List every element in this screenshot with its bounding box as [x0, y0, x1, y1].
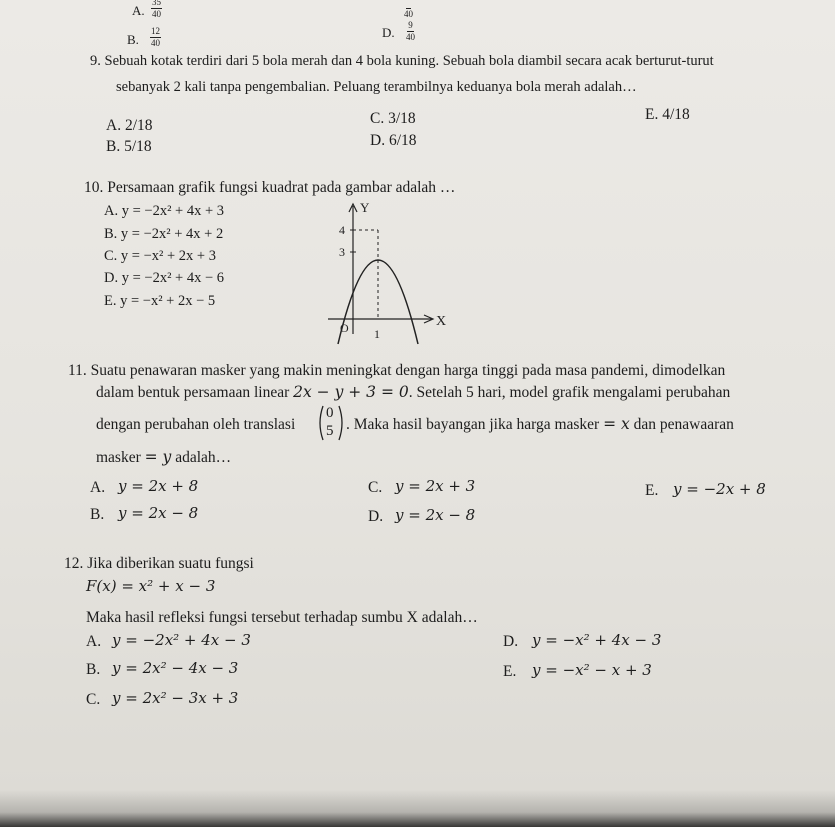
q12-stem: 12. Jika diberikan suatu fungsi	[64, 555, 254, 572]
q11-option-e-letter: E.	[645, 482, 659, 499]
q11-line3-text-b: . Maka hasil bayangan jika harga masker	[346, 416, 604, 433]
q10-option-c: C. y = −x² + 2x + 3	[104, 248, 216, 264]
fraction-denominator: 40	[152, 9, 161, 19]
fraction-denominator: 40	[404, 9, 413, 19]
fraction-denominator: 40	[151, 38, 160, 48]
top-option-d-letter: D.	[382, 25, 395, 40]
q11-translation-matrix	[316, 404, 346, 447]
fraction-numerator: 9	[408, 20, 413, 30]
graph-y-label: Y	[360, 200, 370, 215]
q11-option-b-letter: B.	[90, 506, 105, 523]
q12-option-b-equation: y = 2x² − 4x − 3	[112, 659, 239, 677]
q9-stem-line1: 9. Sebuah kotak terdiri dari 5 bola merah dan 4 bola kuning. Sebuah bola diambil secara acak berturut-turut	[90, 53, 714, 69]
top-option-c-fraction	[404, 0, 413, 19]
q11-line4-equation: = y	[144, 448, 172, 466]
q9-option-d: D. 6/18	[370, 132, 417, 149]
fraction-numerator	[406, 0, 410, 9]
q11-option-c-equation: y = 2x + 3	[395, 477, 476, 495]
q12-option-c-equation: y = 2x² − 3x + 3	[112, 689, 239, 707]
q11-option-b-equation: y = 2x − 8	[118, 504, 199, 522]
q12-option-a-letter: A.	[86, 633, 102, 650]
q9-stem-line2: sebanyak 2 kali tanpa pengembalian. Peluang terambilnya keduanya bola merah adalah…	[116, 79, 637, 95]
q11-option-e-equation: y = −2x + 8	[673, 480, 766, 498]
q11-line2-text-a: dalam bentuk persamaan linear	[96, 384, 294, 401]
q11-stem-line1: 11. Suatu penawaran masker yang makin meningkat dengan harga tinggi pada masa pandemi, dimodelkan	[68, 362, 726, 379]
q9-option-a: A. 2/18	[106, 117, 153, 134]
q11-stem-line3b	[346, 417, 734, 433]
top-option-d-fraction	[406, 21, 415, 42]
q11-option-c-letter: C.	[368, 479, 383, 496]
graph-x-label: X	[436, 314, 447, 329]
top-option-b-letter: B.	[127, 32, 139, 47]
q10-option-a: A. y = −2x² + 4x + 3	[104, 203, 225, 219]
q12-option-a-equation: y = −2x² + 4x − 3	[112, 631, 251, 649]
q11-stem-line2	[96, 385, 730, 401]
matrix-top-value: 0	[326, 405, 334, 421]
q10-stem: 10. Persamaan grafik fungsi kuadrat pada gambar adalah …	[84, 179, 456, 196]
top-option-b-fraction	[150, 27, 161, 48]
top-option-a-letter: A.	[132, 3, 145, 18]
top-option-a-fraction	[151, 0, 162, 19]
q10-option-e: E. y = −x² + 2x − 5	[104, 293, 216, 309]
q9-option-e: E. 4/18	[645, 106, 690, 123]
graph-tick-4-label: 4	[339, 223, 345, 237]
q11-line3-equation: = x	[603, 415, 630, 433]
q12-option-e-equation: y = −x² − x + 3	[532, 661, 652, 679]
q10-option-d: D. y = −2x² + 4x − 6	[104, 270, 225, 286]
photo-bottom-shadow	[0, 790, 835, 827]
q11-stem-line3a: dengan perubahan oleh translasi	[96, 416, 296, 433]
q11-line4-text-b: adalah…	[171, 449, 232, 466]
graph-tick-3-label: 3	[339, 245, 345, 259]
q10-parabola-graph	[320, 196, 490, 346]
q9-option-c: C. 3/18	[370, 110, 416, 127]
q9-option-b: B. 5/18	[106, 138, 152, 155]
q12-option-d-equation: y = −x² + 4x − 3	[532, 631, 662, 649]
q12-option-e-letter: E.	[503, 663, 517, 680]
q12-function: F(x) = x² + x − 3	[86, 577, 216, 595]
fraction-denominator: 40	[406, 32, 415, 42]
q10-option-b: B. y = −2x² + 4x + 2	[104, 226, 224, 242]
q11-line2-text-b: . Setelah 5 hari, model grafik mengalami perubahan	[408, 384, 731, 401]
graph-tick-1-label: 1	[374, 327, 380, 341]
q11-option-a-equation: y = 2x + 8	[118, 477, 199, 495]
q12-stem-line3: Maka hasil refleksi fungsi tersebut terhadap sumbu X adalah…	[86, 609, 478, 626]
q12-option-b-letter: B.	[86, 661, 101, 678]
q11-line3-text-c: dan penawaaran	[629, 416, 734, 433]
q12-option-c-letter: C.	[86, 691, 101, 708]
q11-option-d-equation: y = 2x − 8	[395, 506, 476, 524]
q12-option-d-letter: D.	[503, 633, 519, 650]
graph-origin-label: O	[340, 321, 349, 335]
matrix-bottom-value: 5	[326, 423, 334, 439]
q11-line4-text-a: masker	[96, 449, 145, 466]
fraction-numerator: 12	[151, 26, 160, 36]
q11-line2-equation: 2x − y + 3 = 0	[293, 383, 409, 401]
q11-option-d-letter: D.	[368, 508, 384, 525]
q11-stem-line4	[96, 450, 231, 466]
q11-option-a-letter: A.	[90, 479, 106, 496]
fraction-numerator: 35	[152, 0, 161, 7]
